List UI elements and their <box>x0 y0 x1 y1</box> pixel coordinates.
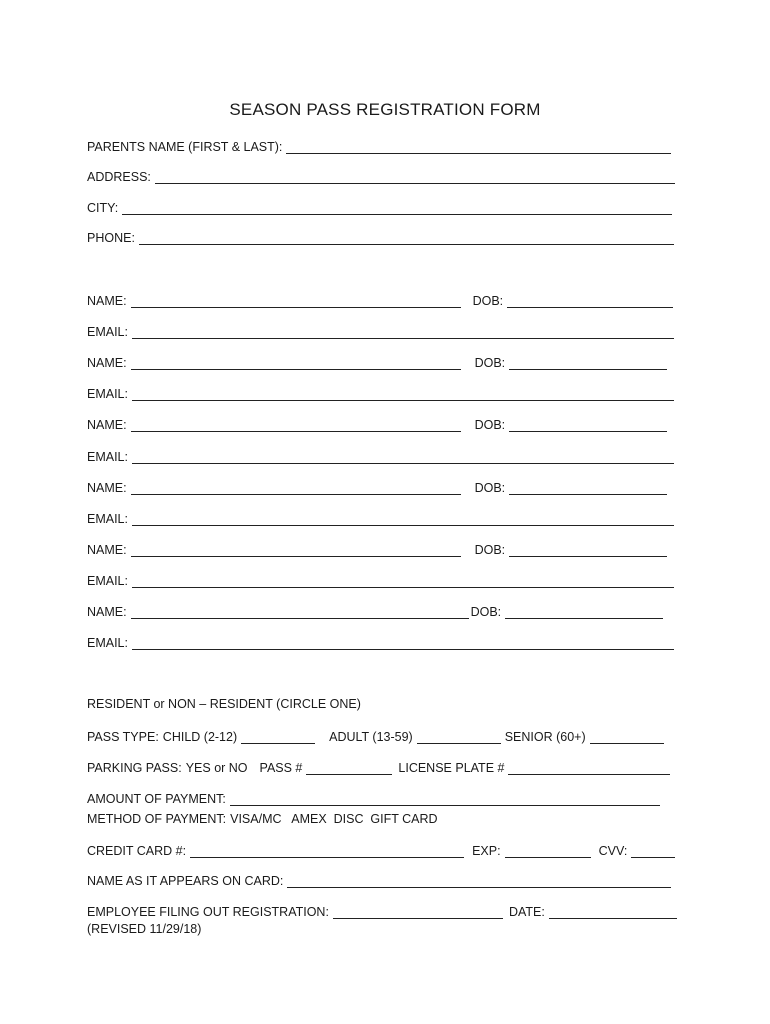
parents-name-label: PARENTS NAME (FIRST & LAST): <box>87 140 283 154</box>
phone-row <box>87 229 674 245</box>
member-email-field[interactable] <box>132 637 674 650</box>
member-dob-field[interactable] <box>509 357 667 370</box>
member-dob-field[interactable] <box>507 295 673 308</box>
member-name-row <box>87 354 667 370</box>
member-dob-field[interactable] <box>509 419 667 432</box>
credit-card-row <box>87 842 675 858</box>
member-name-row <box>87 416 667 432</box>
member-dob-label: DOB: <box>470 605 502 619</box>
member-name-label: NAME: <box>87 356 127 370</box>
member-name-field[interactable] <box>131 295 461 308</box>
member-email-row <box>87 572 674 588</box>
date-label: DATE: <box>508 905 545 919</box>
city-field[interactable] <box>122 202 672 215</box>
city-row <box>87 199 672 215</box>
address-field[interactable] <box>155 171 675 184</box>
pass-number-field[interactable] <box>306 762 392 775</box>
member-name-label: NAME: <box>87 294 127 308</box>
parking-pass-label: PARKING PASS: <box>87 761 182 775</box>
member-email-row <box>87 385 674 401</box>
name-on-card-label: NAME AS IT APPEARS ON CARD: <box>87 874 284 888</box>
parking-pass-options[interactable]: YES or NO <box>185 761 248 775</box>
member-dob-field[interactable] <box>509 482 667 495</box>
member-email-field[interactable] <box>132 575 674 588</box>
pass-type-senior-field[interactable] <box>590 731 664 744</box>
member-email-field[interactable] <box>132 513 674 526</box>
pass-type-senior-label: SENIOR (60+) <box>504 730 586 744</box>
name-on-card-field[interactable] <box>287 875 671 888</box>
amount-of-payment-field[interactable] <box>230 793 660 806</box>
resident-status-line[interactable]: RESIDENT or NON – RESIDENT (CIRCLE ONE) <box>87 697 361 711</box>
member-email-row <box>87 510 674 526</box>
credit-card-field[interactable] <box>190 845 464 858</box>
member-name-row <box>87 479 667 495</box>
member-name-row <box>87 541 667 557</box>
phone-field[interactable] <box>139 232 674 245</box>
member-name-label: NAME: <box>87 543 127 557</box>
member-email-label: EMAIL: <box>87 636 128 650</box>
member-email-label: EMAIL: <box>87 512 128 526</box>
member-name-row <box>87 603 663 619</box>
member-name-field[interactable] <box>131 544 461 557</box>
pass-type-child-field[interactable] <box>241 731 315 744</box>
revised-date: (REVISED 11/29/18) <box>87 922 202 936</box>
member-dob-field[interactable] <box>505 606 663 619</box>
employee-row <box>87 903 677 919</box>
member-name-label: NAME: <box>87 418 127 432</box>
employee-label: EMPLOYEE FILING OUT REGISTRATION: <box>87 905 329 919</box>
license-plate-label: LICENSE PLATE # <box>398 761 505 775</box>
member-email-label: EMAIL: <box>87 574 128 588</box>
method-of-payment-row <box>87 810 442 826</box>
cvv-label: CVV: <box>598 844 628 858</box>
pass-type-row <box>87 728 664 744</box>
pass-type-adult-field[interactable] <box>417 731 501 744</box>
member-email-row <box>87 634 674 650</box>
pass-type-label: PASS TYPE: <box>87 730 159 744</box>
city-label: CITY: <box>87 201 119 215</box>
member-name-label: NAME: <box>87 481 127 495</box>
pass-type-child-label: CHILD (2-12) <box>162 730 238 744</box>
pass-number-label: PASS # <box>259 761 303 775</box>
member-email-label: EMAIL: <box>87 387 128 401</box>
member-dob-label: DOB: <box>472 294 504 308</box>
employee-field[interactable] <box>333 906 503 919</box>
member-email-label: EMAIL: <box>87 325 128 339</box>
member-email-row <box>87 323 674 339</box>
phone-label: PHONE: <box>87 231 135 245</box>
member-dob-label: DOB: <box>474 418 506 432</box>
license-plate-field[interactable] <box>508 762 670 775</box>
member-email-label: EMAIL: <box>87 450 128 464</box>
member-name-row <box>87 292 673 308</box>
address-row <box>87 168 675 184</box>
cvv-field[interactable] <box>631 845 675 858</box>
credit-card-label: CREDIT CARD #: <box>87 844 187 858</box>
exp-field[interactable] <box>505 845 591 858</box>
member-email-field[interactable] <box>132 451 674 464</box>
member-email-row <box>87 448 674 464</box>
member-dob-label: DOB: <box>474 356 506 370</box>
address-label: ADDRESS: <box>87 170 151 184</box>
member-name-field[interactable] <box>131 482 461 495</box>
member-name-field[interactable] <box>131 606 469 619</box>
amount-of-payment-label: AMOUNT OF PAYMENT: <box>87 792 226 806</box>
name-on-card-row <box>87 872 671 888</box>
parents-name-row <box>87 138 671 154</box>
amount-of-payment-row <box>87 790 660 806</box>
date-field[interactable] <box>549 906 677 919</box>
member-dob-field[interactable] <box>509 544 667 557</box>
parents-name-field[interactable] <box>286 141 671 154</box>
form-title: SEASON PASS REGISTRATION FORM <box>229 100 541 119</box>
member-name-label: NAME: <box>87 605 127 619</box>
method-of-payment-options[interactable]: VISA/MC AMEX DISC GIFT CARD <box>230 812 438 826</box>
member-email-field[interactable] <box>132 326 674 339</box>
member-name-field[interactable] <box>131 419 461 432</box>
member-name-field[interactable] <box>131 357 461 370</box>
member-email-field[interactable] <box>132 388 674 401</box>
parking-pass-row <box>87 759 670 775</box>
member-dob-label: DOB: <box>474 481 506 495</box>
method-of-payment-label: METHOD OF PAYMENT: <box>87 812 227 826</box>
pass-type-adult-label: ADULT (13-59) <box>329 730 413 744</box>
member-dob-label: DOB: <box>474 543 506 557</box>
exp-label: EXP: <box>472 844 501 858</box>
